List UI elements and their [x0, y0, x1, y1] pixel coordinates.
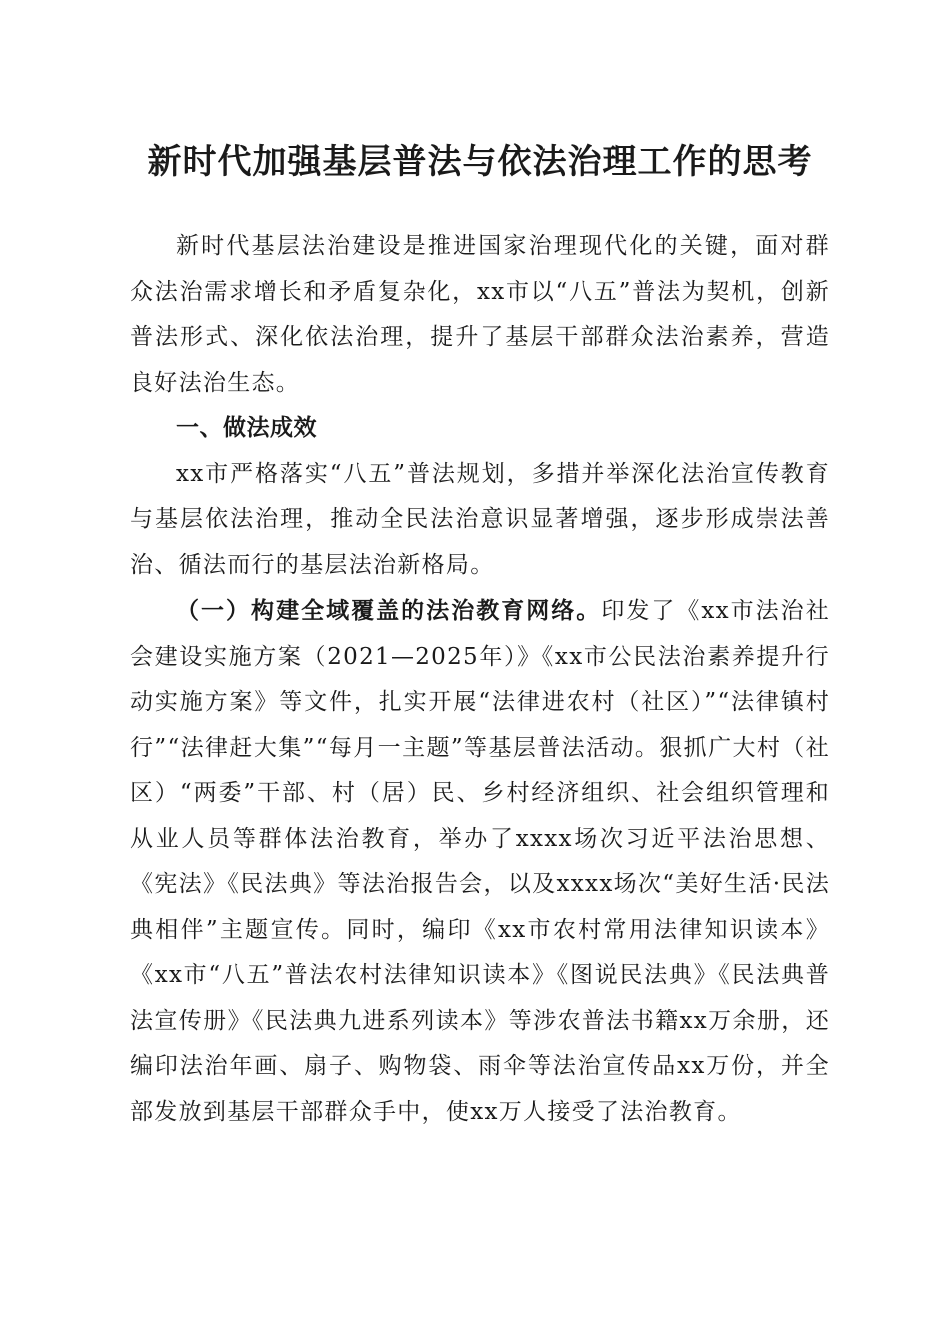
section-heading: 一、做法成效 — [176, 415, 317, 441]
document-title: 新时代加强基层普法与依法治理工作的思考 — [147, 142, 813, 182]
section-paragraph: xx市严格落实“八五”普法规划，多措并举深化法治宣传教育与基层依法治理，推动全民法治意识显著增强，逐步形成崇法善治、循法而行的基层法治新格局。 — [130, 460, 830, 578]
subsection-paragraph — [130, 588, 830, 1135]
document-body — [130, 224, 830, 1135]
subsection-text: 印发了《xx市法治社会建设实施方案（2021—2025年）》《xx市公民法治素养提升行动实施方案》等文件，扎实开展“法律进农村（社区）”“法律镇村行”“法律赶大集”“每月一主题”等基层普法活动。狠抓广大村（社区）“两委”干部、村（居）民、乡村经济组织、社会组织管理和从业人员等群体法治教育，举办了xxxx场次习近平法治思想、《宪法》《民法典》等法治报告会，以及xxxx场次“美好生活·民法典相伴”主题宣传。同时，编印《xx市农村常用法律知识读本》《xx市“八五”普法农村法律知识读本》《图说民法典》《民法典普法宣传册》《民法典九进系列读本》等涉农普法书籍xx万余册，还编印法治年画、扇子、购物袋、雨伞等法治宣传品xx万份，并全部发放到基层干部群众手中，使xx万人接受了法治教育。 — [130, 598, 830, 1125]
subsection-heading: （一）构建全域覆盖的法治教育网络。 — [176, 597, 602, 624]
intro-paragraph: 新时代基层法治建设是推进国家治理现代化的关键，面对群众法治需求增长和矛盾复杂化，xx市以“八五”普法为契机，创新普法形式、深化依法治理，提升了基层干部群众法治素养，营造良好法治生态。 — [130, 233, 830, 396]
